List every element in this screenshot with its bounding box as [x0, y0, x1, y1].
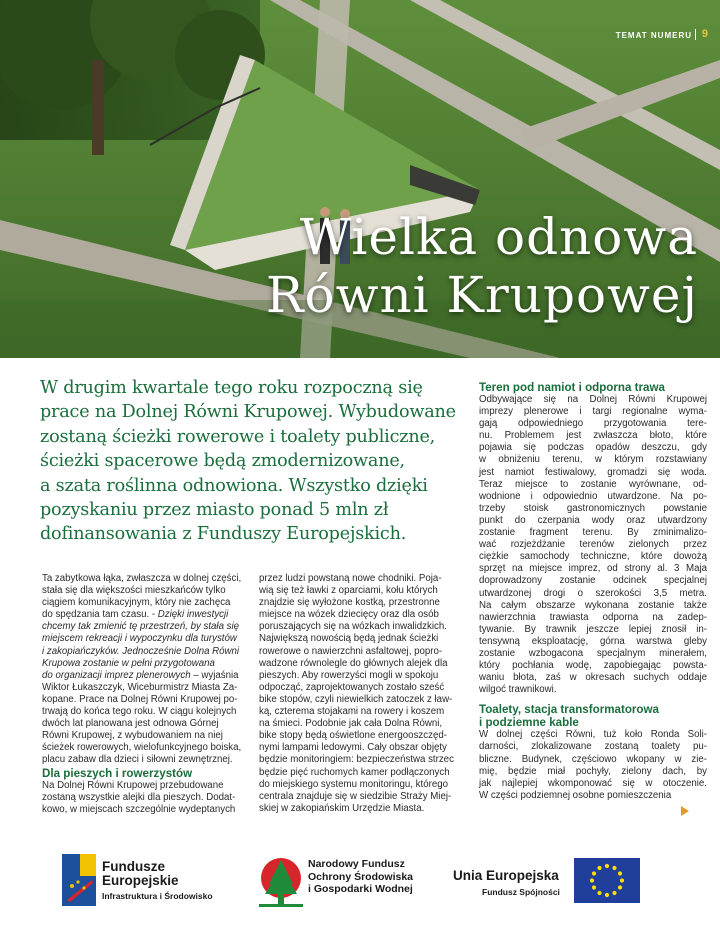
body-line: imprezy plenerowe i targi regionalne wyma-	[479, 406, 707, 418]
nfos-line: i Gospodarki Wodnej	[308, 883, 413, 895]
body-line: kowo, w miejscach szczególnie wydeptanych	[42, 803, 236, 815]
body-line: tywanie. By trawnik jeszcze lepiej znosił in-	[479, 623, 707, 635]
body-line: ciągiem komunikacyjnym, który nie zachęca	[42, 597, 231, 609]
body-line: gają odpowiedniego przygotowania tere-	[479, 418, 707, 430]
body-line: będzie monitoringiem: bezpieczeństwa strzec	[259, 754, 454, 766]
quote-line: i zakopiańczyków. Jednocześnie Dolna Równi	[42, 645, 240, 657]
body-line: przez ludzi powstaną nowe chodniki. Poja-	[259, 573, 442, 584]
nfos-line: Ochrony Środowiska	[308, 870, 414, 883]
body-line: dwóch lat planowana jest odnowa Górnej	[42, 718, 219, 730]
body-line: Na Dolnej Równi Krupowej przebudowane	[42, 779, 224, 791]
body-line: zostanie wzbogacona specjalnym minerałem,	[479, 647, 707, 659]
body-line	[42, 670, 262, 682]
body-line: utwardzonej drogi o szerokości 3,5 metra.	[479, 587, 707, 599]
body-line: w obniżeniu terenu, w którym rozstawiany	[479, 454, 707, 466]
body-line: doprowadzony zostanie odcinek specjalnej	[479, 575, 707, 587]
quote-attribution: – wyjaśnia	[190, 669, 239, 681]
body-line: ką, czterema stojakami na rowery i koszem	[259, 706, 445, 718]
quote-line: Krupowa zostanie w pełni przygotowana	[42, 657, 215, 669]
body-column-2	[259, 573, 469, 815]
body-line: na śmieci. Podobnie jak cała Dolna Równi,	[259, 718, 443, 730]
lead-line: prace na Dolnej Równi Krupowej. Wybudowane	[40, 402, 456, 423]
body-line: ciężkie samochody techniczne, które dowożą	[479, 551, 707, 563]
body-line: wilgoć trawnikowi.	[479, 684, 557, 696]
fe-logo-subtitle: Infrastruktura i Środowisko	[102, 891, 213, 901]
section-label: TEMAT NUMERU	[615, 31, 692, 40]
lead-line: a szata roślinna odnowiona. Wszystko dzięki	[40, 475, 428, 496]
funding-logos	[0, 840, 720, 948]
nfos-logo-text	[308, 858, 413, 896]
body-line: Teraz miejsce to zostanie wyrównane, od-	[479, 478, 707, 490]
body-line: bike stopów, czyli niewielkich zatoczek z ław-	[259, 693, 453, 705]
quote-line: miejscem rekreacji i wypoczynku dla turystów	[42, 633, 237, 645]
body-line: odpocząć, zaprojektowanych zostało sześć	[259, 681, 445, 693]
continue-arrow-icon	[681, 806, 689, 816]
eu-logo-subtitle: Fundusz Spójności	[482, 887, 560, 897]
quote-line: chcemy tak zmienić tę przestrzeń, by stała się	[42, 621, 240, 633]
body-line: placu zabaw dla dzieci i siłowni zewnętrznej.	[42, 754, 233, 766]
body-line: bike stopy będą oświetlone energooszczęd-	[259, 730, 447, 742]
body-line: tensywną eksploatację, górna warstwa gleby	[479, 635, 707, 647]
body-line: wać rozjeżdżanie terenów zielonych przez	[479, 539, 707, 551]
article-title	[266, 208, 698, 324]
body-line: trwają do końca tego roku. W ciągu kolejnych	[42, 706, 237, 718]
lead-line: pozyskaniu przez miasto ponad 5 mln zł	[40, 500, 389, 521]
body-line	[42, 609, 262, 621]
section-heading: Teren pod namiot i odporna trawa	[479, 381, 665, 394]
body-line: do miejskiego systemu monitoringu, którego	[259, 778, 448, 790]
lead-line: zostaną ścieżki rowerowe i toalety publiczne,	[40, 426, 436, 447]
body-line: nymi lampami ledowymi. Cały obszar objęty	[259, 742, 447, 754]
body-line: Największą nowością będą jednak ścieżki	[259, 633, 439, 645]
nfos-logo-icon	[259, 854, 303, 908]
hero-image	[0, 0, 720, 358]
body-line: który pochłania wodę, zapobiegając powsta-	[479, 660, 707, 672]
title-line: Równi Krupowej	[265, 266, 698, 324]
body-line: znajdzie się wyłożone kostką, przestronne	[259, 597, 440, 609]
body-line: trzeby stoisk gastronomicznych powstanie	[479, 502, 707, 514]
body-line: centrala znajduje się w siedzibie Straży Miej-	[259, 790, 452, 802]
eu-flag-icon	[574, 858, 640, 903]
body-line: jak najlepiej wkomponować się w otoczenie.	[479, 777, 707, 789]
body-line: nawierzchnia trawiasta odporna na zadep-	[479, 611, 707, 623]
fe-logo-title	[102, 860, 179, 888]
body-column-1	[42, 573, 262, 816]
title-line: Wielka odnowa	[299, 208, 698, 266]
body-line: poruszających się na wózkach inwalidzkich.	[259, 621, 447, 633]
body-line: Na całym obszarze wykonana zostanie także	[479, 599, 707, 611]
section-heading: Dla pieszych i rowerzystów	[42, 766, 193, 780]
body-line: stała się dla większości mieszkańców tylko	[42, 585, 226, 597]
body-line: mię, będzie miał pochyły, zielony dach, by	[479, 765, 707, 777]
body-line: pieszych. Aby rowerzyści mogli w spokoju	[259, 669, 439, 681]
body-line: miejsce na wózek dziecięcy oraz dla osób	[259, 609, 439, 621]
section-heading: i podziemne kable	[479, 716, 579, 730]
body-line: Ta zabytkowa łąka, zwłaszcza w dolnej części,	[42, 573, 242, 584]
lead-line: ścieżki spacerowe będą zmodernizowane,	[40, 451, 405, 472]
label-separator	[695, 29, 696, 40]
body-line: darności, zlokalizowane zostaną toalety pu-	[479, 741, 707, 753]
body-line: jest namiot festiwalowy, gromadzi się woda.	[479, 466, 707, 478]
body-line: będzie pięć ruchomych kamer podłączonych	[259, 766, 450, 778]
body-line: Równi Krupowej, z wybudowaniem na niej	[42, 730, 223, 742]
body-line: sprzęt na miejsce imprez, od strony al. 3 Maja	[479, 563, 707, 575]
body-line: Wiktor Łukaszczyk, Wiceburmistrz Miasta Za-	[42, 681, 238, 693]
body-line: skiej w zakopiańskim Urzędzie Miasta.	[259, 802, 425, 814]
fe-title-line: Fundusze	[102, 859, 165, 874]
body-line: wadzone równolegle do głównych alejek dla	[259, 657, 448, 669]
section-heading: Toalety, stacja transformatorowa	[479, 703, 659, 717]
body-line: W części podziemnej osobne pomieszczenia	[479, 789, 672, 801]
body-line: punkt do czerpania wody oraz utwardzony	[479, 514, 707, 526]
body-line: nu. Problemem jest zwłaszcza błoto, które	[479, 430, 707, 442]
body-line: W dolnej części Równi, tuż koło Ronda Soli-	[479, 729, 707, 741]
body-line: Odbywające się na Dolnej Równi Krupowej	[479, 394, 707, 405]
body-line: rowerowe o nawierzchni asfaltowej, popro-	[259, 645, 443, 657]
body-line: wią się też ławki z oparciami, kołu których	[259, 585, 438, 597]
body-line: zostaną wszystkie alejki dla pieszych. Dodat-	[42, 791, 236, 803]
lead-paragraph	[40, 376, 460, 547]
lead-line: dofinansowania z Funduszy Europejskich.	[40, 524, 407, 545]
nfos-line: Narodowy Fundusz	[308, 858, 405, 870]
body-line: ścieżek rowerowych, wielofunkcyjnego boiska,	[42, 742, 242, 754]
body-line: wodnione i odpowiednio utwardzone. Na po-	[479, 490, 707, 502]
page-number: 9	[701, 28, 708, 40]
fe-title-line: Europejskie	[102, 873, 179, 888]
body-line: kopane. Prace na Dolnej Równi Krupowej po-	[42, 693, 238, 705]
body-column-3	[479, 381, 707, 802]
body-line: zostanie fragment terenu. By zminimalizo-	[479, 527, 707, 539]
quote-text: Dzięki inwestycji	[157, 609, 229, 621]
quote-text: do organizacji imprez plenerowych	[42, 669, 191, 681]
body-line: waniu błota, zaś w okresach suchych oddaje	[479, 672, 707, 684]
body-line: pojawia się podczas opadów deszczu, gdy	[479, 442, 707, 454]
fe-logo-icon	[62, 854, 96, 906]
body-line: bliczne. Budynek, częściowo wkopany w zie-	[479, 753, 707, 765]
eu-logo-title: Unia Europejska	[453, 868, 559, 883]
lead-line: W drugim kwartale tego roku rozpoczną się	[40, 378, 423, 398]
body-text: do spędzania tam czasu. -	[42, 609, 156, 621]
